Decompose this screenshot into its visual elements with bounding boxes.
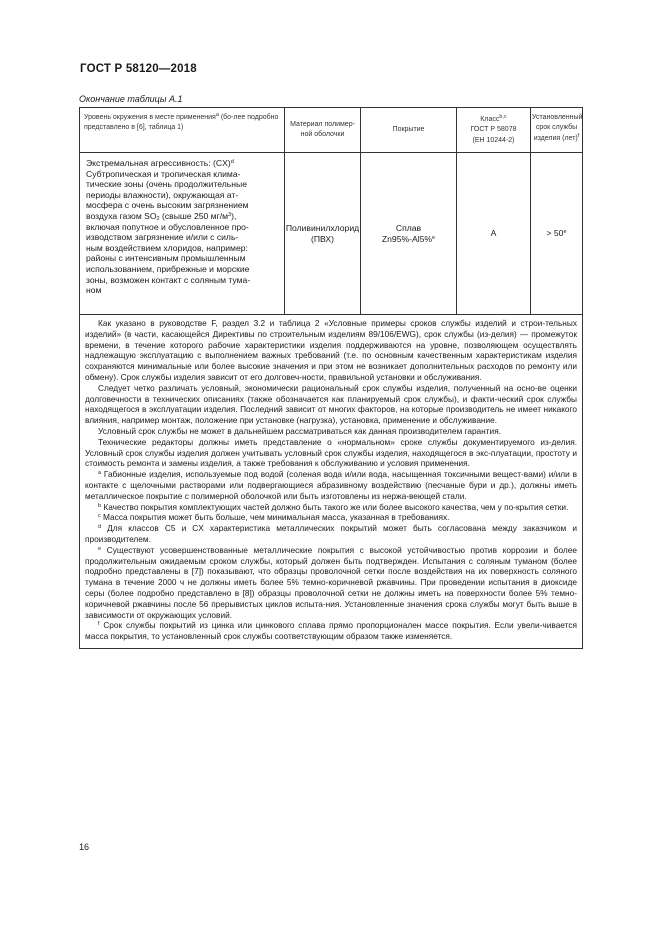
header-coating: Покрытие <box>361 108 457 153</box>
cell-service-life: > $50^e$ <box>531 153 583 315</box>
footnote-f: $^f$ Срок службы покрытий из цинка или цинкового сплава прямо пропорционален массе покрытия. Если увели-чивается масса покрытия, то установленный срок службы соответствующим образом также изменяется. <box>85 620 577 642</box>
table-notes <box>80 315 583 649</box>
note-paragraph: Следует четко различать условный, экономически рациональный срок службы изделия, полученный на осно-ве оценки долговечности в технических описаниях (также обозначается как планируемый срок службы), и факти-ческий срок службы находящегося в эксплуатации изделия. Последний зависит от многих факторов, на которые производитель не имеет никакого влияния, например монтаж, положение при установке (нагрузка), установка, применение и обслуживание. <box>85 382 577 426</box>
cell-environment: Экстремальная агрессивность: (CX)$^d$ Субтропическая и тропическая клима- тические зоны (очень продолжительные периоды влажности), окружающая ат- мосфера с очень высоким загрязнением воздуха газом $SO_2$ (свыше 250 $мг/м^3$), включая попутное и обусловленное про- изводством загрязнение и/или с силь- ным воздействием хлоридов, например: районы с интенсивным промышленным использованием, прибрежные и морские зоны, возможен контакт с соляным тума- ном <box>80 153 285 315</box>
cell-material: Поливинилхлорид (ПВХ) <box>285 153 361 315</box>
document-header: ГОСТ Р 58120—2018 <box>80 63 197 75</box>
footnote-c: $^c$ Масса покрытия может быть больше, чем минимальная масса, указанная в требованиях. <box>98 512 450 523</box>
table-caption: Окончание таблицы А.1 <box>79 94 183 104</box>
header-material: Материал полимер-ной оболочки <box>285 108 361 153</box>
header-environment: Уровень окружения в месте применения$^a$ (бо-лее подробно представлено в [6], таблица 1) <box>80 108 285 153</box>
footnote-e: $^e$ Существуют усовершенствованные металлические покрытия с высокой устойчивостью против коррозии и более продолжительным ожидаемым сроком службы, который должен быть подтвержден. Испытания с соляным туманом (более подробно представлены в [7]) показывают, что образцы проволочной сетки после воздействия на их поверхность соляного тумана в течение 2000 ч не должны иметь более 5% темно-коричневой ржавчины. При проведении испытания в диоксиде серы (более подробно представлено в [8]) образцы проволочной сетки не должны иметь на поверхности более 5% темно-коричневой ржавчины после 56 прерывистых циклов испыта-ния. Установленные значения срока службы могут быть выше в зависимости от окружающих условий. <box>85 544 577 620</box>
table-row <box>80 153 583 315</box>
service-life-table <box>79 107 583 649</box>
footnote-d: $^d$ Для классов C5 и CX характеристика металлических покрытий может быть согласована между заказчиком и производителем. <box>85 523 577 544</box>
note-paragraph: Технические редакторы должны иметь представление о «нормальном» сроке службы документируемого из-делия. Условный срок службы изделия должен учитывать условный срок службы изделия, находящегося в экс-плуатации, простоту и стоимость ремонта и замены изделия, а также требования к обслуживанию и условия применения. <box>85 436 577 469</box>
page-number: 16 <box>79 842 90 852</box>
cell-coating: Сплав Zn95%-Al5%$^e$ <box>361 153 457 315</box>
footnote-b: $^b$ Качество покрытия комплектующих частей должно быть такого же или более высокого качества, чем у по-крытия сетки. <box>98 501 569 512</box>
footnote-a: $^a$ Габионные изделия, используемые под водой (соленая вода и/или вода, насыщенная токсичными вещест-вами) и/или в контакте с щелочными растворами или подвергающиеся абразивному воздействию (песчаные бури и др.), должны иметь металлическое покрытие с полимерной оболочкой или быть изготовлены из нержа-веющей стали. <box>85 469 577 501</box>
note-paragraph: Условный срок службы не может в дальнейшем рассматриваться как данная производителем гарантия. <box>98 425 501 436</box>
cell-class: А <box>457 153 531 315</box>
note-paragraph: Как указано в руководстве F, раздел 3.2 и таблица 2 «Условные примеры сроков службы изделий и строи-тельных изделий» (в части, касающейся Директивы по строительным изделиям 89/106/EWG), срок службы (из-делия) — промежуток времени, в течение которого рабочие характеристики изделия поддерживаются на уровне, позволяющем осуществлять надлежащую эксплуатацию с выполнением важных требований (т.е. по основным качественным характеристикам изделия сохраняются минимальные или более высокие значения и при этом не возникает дополнительных расходов по ремонту или обмену). Срок службы изделия зависит от его долговеч-ности, правильной установки и обслуживания. <box>85 318 577 382</box>
header-class: Класс$^{b,c}$ ГОСТ Р 58078 (ЕН 10244-2) <box>457 108 531 153</box>
notes-row <box>80 315 583 649</box>
table-header-row <box>80 108 583 153</box>
header-service-life: Установленный срок службы изделия (лет)$^f$ <box>531 108 583 153</box>
